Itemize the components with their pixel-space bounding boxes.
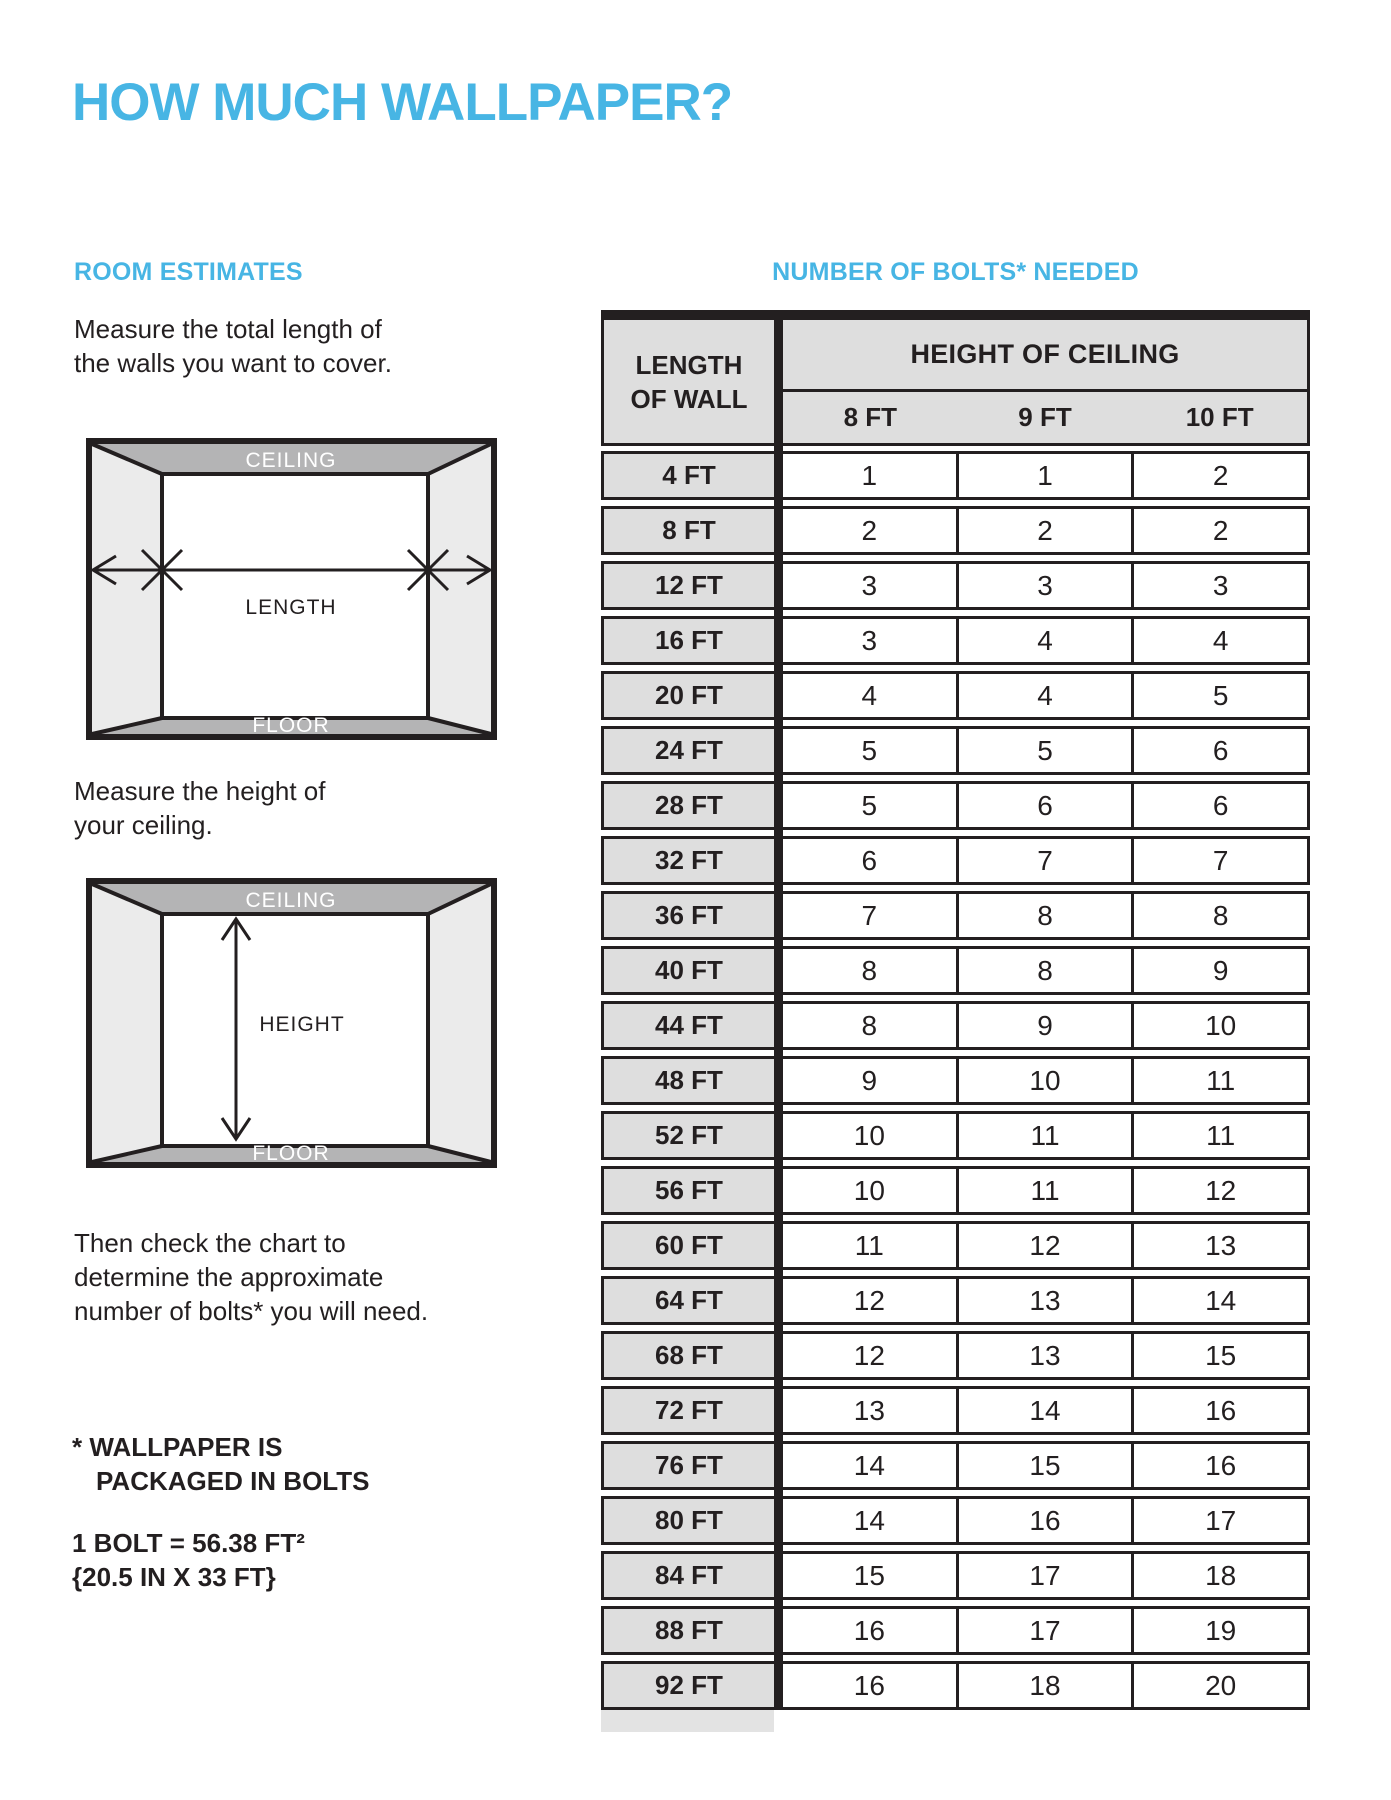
- room-length-diagram-svg: [86, 438, 497, 740]
- row-divider: [774, 564, 783, 607]
- bolt-count-cell: 12: [783, 1334, 956, 1377]
- table-row: [601, 1661, 1310, 1710]
- wall-length-cell: 60 FT: [601, 1224, 774, 1267]
- room-height-diagram: [86, 878, 497, 1173]
- instruction-line: determine the approximate: [74, 1262, 384, 1292]
- ceiling-label: CEILING: [245, 449, 337, 472]
- wall-length-cell: 4 FT: [601, 454, 774, 497]
- bolt-count-cell: 4: [956, 674, 1132, 717]
- table-row: [601, 561, 1310, 610]
- bolt-count-cell: 12: [1131, 1169, 1310, 1212]
- bolt-count-cell: 5: [783, 729, 956, 772]
- bolt-count-cell: 13: [956, 1334, 1132, 1377]
- bolt-count-cell: 4: [783, 674, 956, 717]
- table-row: [601, 1221, 1310, 1270]
- bolt-count-cell: 7: [956, 839, 1132, 882]
- page-title: HOW MUCH WALLPAPER?: [72, 73, 733, 132]
- room-height-diagram-svg: [86, 878, 497, 1168]
- bolt-count-cell: 5: [956, 729, 1132, 772]
- bolt-count-cell: 3: [1131, 564, 1310, 607]
- bolt-count-cell: 16: [1131, 1389, 1310, 1432]
- bolt-count-cell: 17: [1131, 1499, 1310, 1542]
- footnote-line: PACKAGED IN BOLTS: [96, 1466, 370, 1496]
- bolt-count-cell: 9: [783, 1059, 956, 1102]
- wall-length-cell: 72 FT: [601, 1389, 774, 1432]
- table-top-border: [601, 310, 1310, 320]
- wall-length-cell: 76 FT: [601, 1444, 774, 1487]
- wallpaper-bolts-footnote: [72, 1430, 369, 1498]
- ceiling-header-group: [783, 320, 1310, 446]
- table-row: [601, 1496, 1310, 1545]
- length-label: LENGTH: [245, 596, 337, 619]
- wall-length-cell: 84 FT: [601, 1554, 774, 1597]
- bolt-count-cell: 11: [956, 1169, 1132, 1212]
- row-divider: [774, 839, 783, 882]
- bolt-count-cell: 13: [1131, 1224, 1310, 1267]
- row-divider: [774, 784, 783, 827]
- bolt-count-cell: 8: [783, 949, 956, 992]
- bolt-count-cell: 15: [1131, 1334, 1310, 1377]
- bolt-table-rows: [601, 451, 1310, 1710]
- table-row: [601, 1166, 1310, 1215]
- wall-length-cell: 64 FT: [601, 1279, 774, 1322]
- bolt-count-cell: 9: [956, 1004, 1132, 1047]
- row-header-length-of-wall: [601, 320, 774, 446]
- bolt-count-cell: 9: [1131, 949, 1310, 992]
- wall-length-cell: 92 FT: [601, 1664, 774, 1707]
- wall-length-cell: 16 FT: [601, 619, 774, 662]
- bolt-count-cell: 7: [783, 894, 956, 937]
- wall-length-cell: 48 FT: [601, 1059, 774, 1102]
- ceiling-label: CEILING: [245, 889, 337, 912]
- bolt-count-cell: 14: [1131, 1279, 1310, 1322]
- instruction-line: Measure the total length of: [74, 314, 382, 344]
- bolt-count-cell: 10: [783, 1169, 956, 1212]
- wall-length-cell: 52 FT: [601, 1114, 774, 1157]
- room-length-diagram: [86, 438, 497, 745]
- bolt-count-cell: 6: [783, 839, 956, 882]
- table-row: [601, 506, 1310, 555]
- row-divider: [774, 674, 783, 717]
- row-divider: [774, 894, 783, 937]
- header-divider-space: [774, 320, 783, 446]
- table-row: [601, 1001, 1310, 1050]
- bolt-count-cell: 18: [1131, 1554, 1310, 1597]
- row-divider: [774, 1554, 783, 1597]
- wall-length-cell: 20 FT: [601, 674, 774, 717]
- row-header-line: OF WALL: [630, 383, 748, 414]
- bolt-count-cell: 14: [783, 1444, 956, 1487]
- row-divider: [774, 1389, 783, 1432]
- bolt-size-line: {20.5 IN X 33 FT}: [72, 1562, 276, 1592]
- table-row: [601, 1386, 1310, 1435]
- wall-length-cell: 36 FT: [601, 894, 774, 937]
- instruction-line: Then check the chart to: [74, 1228, 346, 1258]
- bolt-count-cell: 7: [1131, 839, 1310, 882]
- row-divider: [774, 729, 783, 772]
- bolt-count-cell: 10: [783, 1114, 956, 1157]
- row-divider: [774, 1609, 783, 1652]
- instruction-line: your ceiling.: [74, 810, 213, 840]
- table-row: [601, 616, 1310, 665]
- wall-length-cell: 80 FT: [601, 1499, 774, 1542]
- wall-length-cell: 32 FT: [601, 839, 774, 882]
- table-row: [601, 1331, 1310, 1380]
- row-divider: [774, 1059, 783, 1102]
- table-row: [601, 1056, 1310, 1105]
- bolt-count-cell: 8: [956, 949, 1132, 992]
- bolt-count-cell: 5: [783, 784, 956, 827]
- bolt-count-cell: 20: [1131, 1664, 1310, 1707]
- bolt-count-cell: 17: [956, 1554, 1132, 1597]
- bolt-count-cell: 1: [956, 454, 1132, 497]
- bolt-count-cell: 11: [783, 1224, 956, 1267]
- height-of-ceiling-header: HEIGHT OF CEILING: [783, 320, 1307, 392]
- table-row: [601, 836, 1310, 885]
- row-divider: [774, 454, 783, 497]
- bolt-count-cell: 16: [956, 1499, 1132, 1542]
- bolt-count-cell: 15: [956, 1444, 1132, 1487]
- bolt-count-cell: 11: [1131, 1114, 1310, 1157]
- table-row: [601, 946, 1310, 995]
- bolt-count-cell: 6: [956, 784, 1132, 827]
- row-divider: [774, 1004, 783, 1047]
- row-divider: [774, 1334, 783, 1377]
- wall-length-cell: 40 FT: [601, 949, 774, 992]
- row-divider: [774, 509, 783, 552]
- wall-length-cell: 56 FT: [601, 1169, 774, 1212]
- ceiling-height-subheaders: [783, 392, 1307, 443]
- bolt-count-cell: 13: [783, 1389, 956, 1432]
- table-row: [601, 671, 1310, 720]
- wall-length-cell: 8 FT: [601, 509, 774, 552]
- row-divider: [774, 1444, 783, 1487]
- instruction-measure-height: [74, 774, 326, 842]
- bolt-count-cell: 14: [783, 1499, 956, 1542]
- table-row: [601, 1111, 1310, 1160]
- bolts-needed-table: [601, 310, 1310, 1732]
- bolt-count-cell: 10: [956, 1059, 1132, 1102]
- instruction-line: the walls you want to cover.: [74, 348, 392, 378]
- bolt-count-cell: 4: [956, 619, 1132, 662]
- wall-length-cell: 12 FT: [601, 564, 774, 607]
- row-divider: [774, 1114, 783, 1157]
- row-divider: [774, 1224, 783, 1267]
- ceiling-height-subheader: 9 FT: [1018, 402, 1072, 432]
- instruction-measure-length: [74, 312, 392, 380]
- bolt-count-cell: 8: [1131, 894, 1310, 937]
- wall-length-cell: 88 FT: [601, 1609, 774, 1652]
- bolt-size-line: 1 BOLT = 56.38 FT²: [72, 1528, 305, 1558]
- bolt-count-cell: 11: [1131, 1059, 1310, 1102]
- wall-length-cell: 44 FT: [601, 1004, 774, 1047]
- wall-length-cell: 68 FT: [601, 1334, 774, 1377]
- bolt-count-cell: 3: [956, 564, 1132, 607]
- wall-length-cell: 24 FT: [601, 729, 774, 772]
- bolt-count-cell: 18: [956, 1664, 1132, 1707]
- bolt-count-cell: 11: [956, 1114, 1132, 1157]
- bolt-count-cell: 19: [1131, 1609, 1310, 1652]
- table-footer-strip: [601, 1710, 774, 1732]
- table-row: [601, 891, 1310, 940]
- bolt-count-cell: 14: [956, 1389, 1132, 1432]
- bolt-count-cell: 13: [956, 1279, 1132, 1322]
- table-row: [601, 781, 1310, 830]
- instruction-check-chart: [74, 1226, 428, 1328]
- row-divider: [774, 1169, 783, 1212]
- table-row: [601, 726, 1310, 775]
- bolt-count-cell: 5: [1131, 674, 1310, 717]
- row-divider: [774, 619, 783, 662]
- bolt-count-cell: 8: [956, 894, 1132, 937]
- bolt-count-cell: 6: [1131, 729, 1310, 772]
- bolt-count-cell: 4: [1131, 619, 1310, 662]
- bolt-count-cell: 16: [783, 1664, 956, 1707]
- table-row: [601, 1276, 1310, 1325]
- row-divider: [774, 1664, 783, 1707]
- bolt-count-cell: 16: [1131, 1444, 1310, 1487]
- ceiling-height-subheader: 10 FT: [1185, 402, 1254, 432]
- bolt-count-cell: 6: [1131, 784, 1310, 827]
- floor-label: FLOOR: [252, 1142, 330, 1165]
- table-header: [601, 320, 1310, 446]
- floor-label: FLOOR: [252, 714, 330, 737]
- bolt-count-cell: 3: [783, 619, 956, 662]
- bolt-count-cell: 2: [1131, 454, 1310, 497]
- table-row: [601, 451, 1310, 500]
- bolt-size-info: [72, 1526, 305, 1594]
- bolt-count-cell: 2: [783, 509, 956, 552]
- bolts-needed-heading: NUMBER OF BOLTS* NEEDED: [772, 258, 1139, 286]
- height-label: HEIGHT: [259, 1013, 345, 1036]
- row-divider: [774, 949, 783, 992]
- ceiling-height-subheader: 8 FT: [843, 402, 898, 432]
- row-divider: [774, 1499, 783, 1542]
- table-row: [601, 1441, 1310, 1490]
- table-row: [601, 1606, 1310, 1655]
- row-header-line: LENGTH: [635, 349, 743, 380]
- wall-length-cell: 28 FT: [601, 784, 774, 827]
- bolt-count-cell: 2: [1131, 509, 1310, 552]
- instruction-line: number of bolts* you will need.: [74, 1296, 429, 1326]
- bolt-count-cell: 3: [783, 564, 956, 607]
- table-row: [601, 1551, 1310, 1600]
- footnote-line: * WALLPAPER IS: [72, 1432, 283, 1462]
- bolt-count-cell: 10: [1131, 1004, 1310, 1047]
- bolt-count-cell: 2: [956, 509, 1132, 552]
- room-estimates-heading: ROOM ESTIMATES: [74, 258, 303, 286]
- bolt-count-cell: 1: [783, 454, 956, 497]
- bolt-count-cell: 15: [783, 1554, 956, 1597]
- bolt-count-cell: 12: [783, 1279, 956, 1322]
- bolt-count-cell: 16: [783, 1609, 956, 1652]
- instruction-line: Measure the height of: [74, 776, 326, 806]
- bolt-count-cell: 17: [956, 1609, 1132, 1652]
- bolt-count-cell: 8: [783, 1004, 956, 1047]
- row-divider: [774, 1279, 783, 1322]
- bolt-count-cell: 12: [956, 1224, 1132, 1267]
